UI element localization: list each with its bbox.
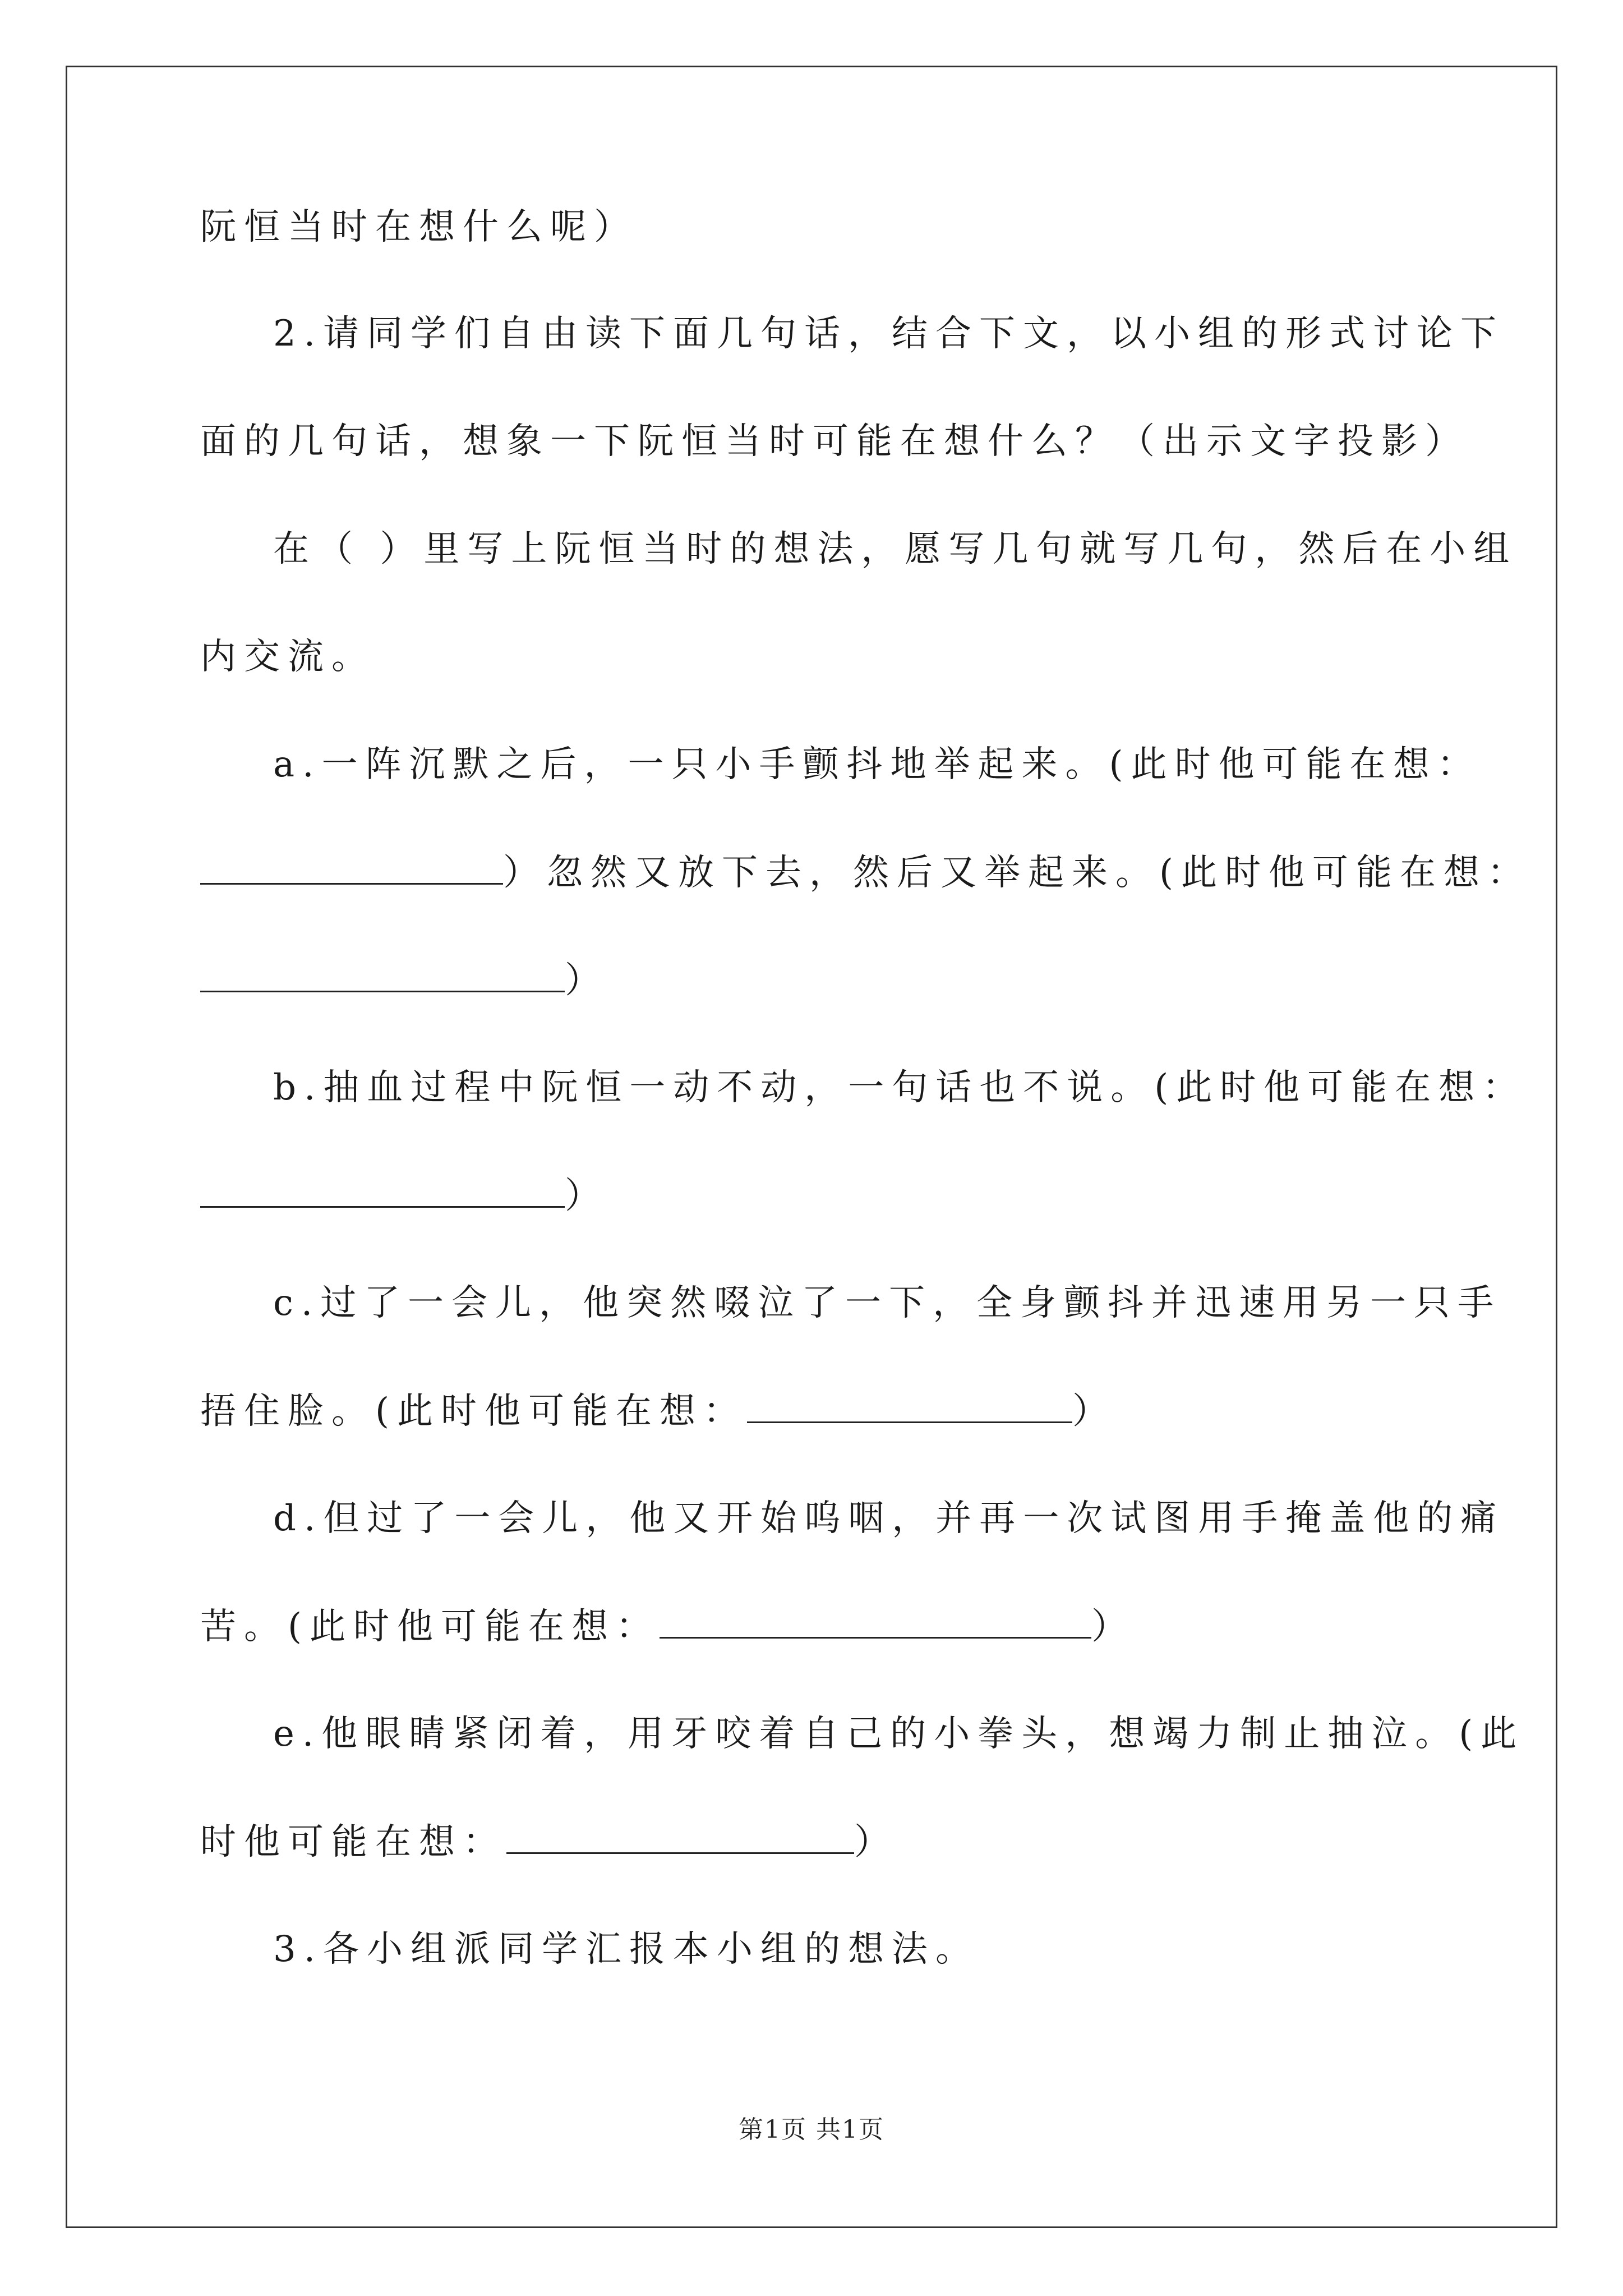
text-line: ）忽然又放下去，然后又举起来。(此时他可能在想： [200,847,1531,898]
text-line: 阮恒当时在想什么呢） [200,206,638,248]
text-line: d.但过了一会儿，他又开始呜咽，并再一次试图用手掩盖他的痛 [273,1498,1505,1539]
answer-blank[interactable] [506,1816,854,1854]
text-line: 面的几句话，想象一下阮恒当时可能在想什么？（出示文字投影） [200,421,1469,462]
text-line: 3.各小组派同学汇报本小组的想法。 [273,1929,980,1970]
text-line: 2.请同学们自由读下面几句话，结合下文，以小组的形式讨论下 [273,313,1505,355]
answer-blank[interactable] [660,1601,1091,1639]
text-line: c.过了一会儿，他突然啜泣了一下，全身颤抖并迅速用另一只手 [273,1282,1502,1324]
answer-blank[interactable] [200,1170,565,1208]
answer-blank[interactable] [747,1386,1072,1423]
page-footer: 第1页 共1页 [739,2115,884,2144]
answer-blank[interactable] [200,847,503,885]
text-line: ） [200,1170,608,1221]
text-line: 内交流。 [200,636,375,678]
text-line: 在（ ）里写上阮恒当时的想法，愿写几句就写几句，然后在小组 [273,528,1518,570]
answer-blank[interactable] [200,955,565,992]
text-line: 时他可能在想： ） [200,1816,898,1867]
text-line: e.他眼睛紧闭着，用牙咬着自己的小拳头，想竭力制止抽泣。(此 [273,1713,1525,1755]
text-line: ） [200,955,608,1006]
page-frame [66,66,1557,2228]
text-line: 苦。(此时他可能在想： ） [200,1601,1135,1652]
text-line: 捂住脸。(此时他可能在想： ） [200,1386,1116,1437]
text-line: b.抽血过程中阮恒一动不动，一句话也不说。(此时他可能在想： [273,1067,1527,1108]
text-line: a.一阵沉默之后，一只小手颤抖地举起来。(此时他可能在想： [273,744,1481,785]
